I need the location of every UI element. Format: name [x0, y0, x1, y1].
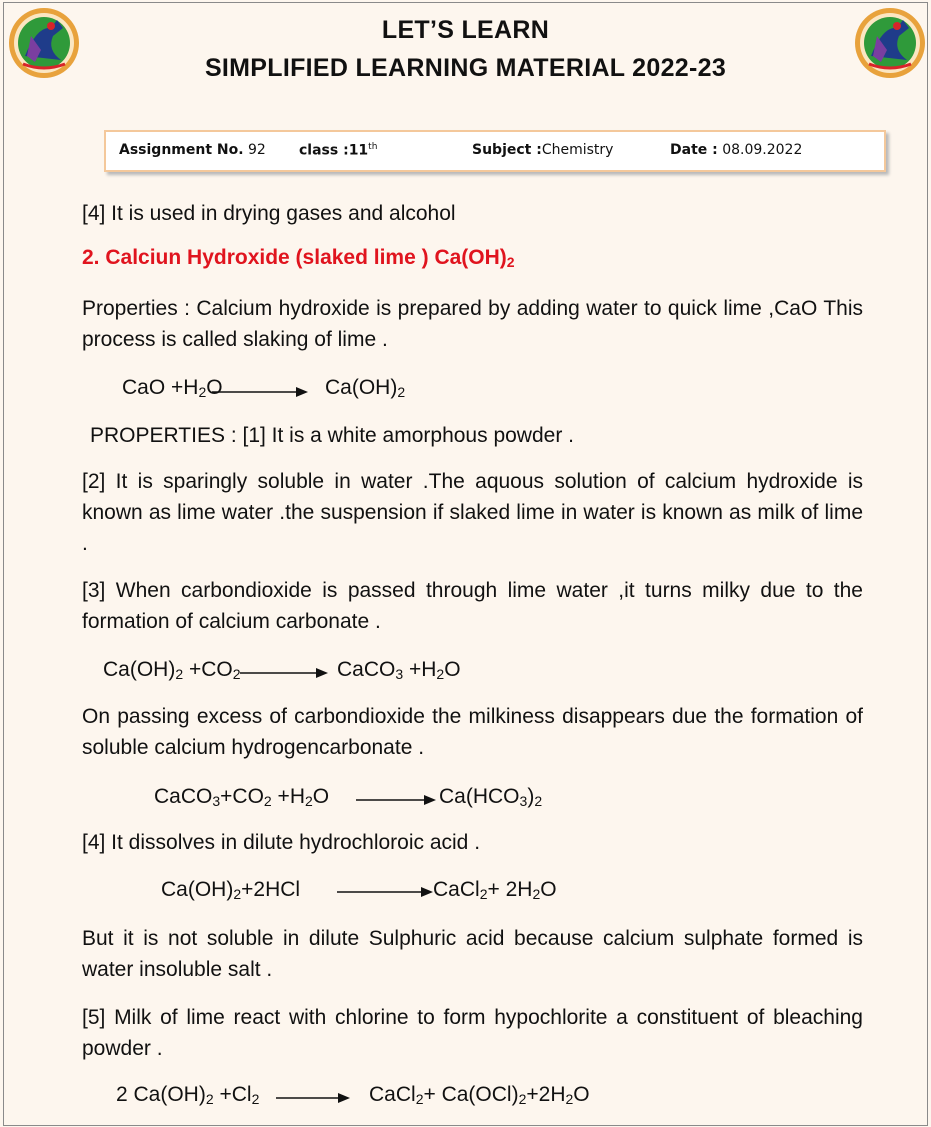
section-heading: 2. Calciun Hydroxide (slaked lime ) $Ca(OH)_2$	[82, 246, 515, 270]
equation-1-right: $Ca(OH)_2$	[325, 376, 406, 400]
property-2-paragraph: [2] It is sparingly soluble in water .The aquous solution of calcium hydroxide is known as lime water .the suspension if slaked lime in water is known as milk of lime .	[82, 470, 863, 555]
excess-co2-paragraph: On passing excess of carbondioxide the milkiness disappears due the formation of soluble calcium hydrogencarbonate .	[82, 705, 863, 759]
reaction-arrow-icon	[276, 1090, 350, 1104]
header-subtitle: SIMPLIFIED LEARNING MATERIAL 2022-23	[204, 54, 727, 82]
property-5-paragraph: [5] Milk of lime react with chlorine to form hypochlorite a constituent of bleaching powder .	[82, 1006, 863, 1060]
equation-4-right: CaCl$_2$+ $2H_2O$	[433, 878, 557, 902]
reaction-arrow-icon	[240, 665, 328, 679]
class-info: class :11th	[299, 142, 378, 159]
equation-5-right: CaCl$_2$+ $Ca(OCl)_2+2H_2O$	[369, 1083, 590, 1107]
equation-2-right: CaCO$_3$ $+H_2O$	[337, 658, 461, 682]
reaction-arrow-icon	[212, 384, 308, 398]
equation-2-left: $Ca(OH)_2 +CO_2$	[103, 658, 241, 682]
assignment-number: Assignment No. 92	[119, 142, 266, 158]
assignment-info-box	[104, 130, 886, 172]
reaction-arrow-icon	[337, 884, 433, 898]
equation-4-left: $Ca(OH)_2+2HCl$	[161, 878, 301, 902]
date-info: Date : 08.09.2022	[670, 142, 803, 158]
drying-line: [4] It is used in drying gases and alcohol	[82, 202, 456, 225]
reaction-arrow-icon	[356, 792, 436, 806]
equation-5-left: 2 $Ca(OH)_2 +Cl_2$	[116, 1083, 260, 1107]
equation-3-right: $Ca(HCO_3)_2$	[439, 785, 543, 809]
preparation-paragraph: Properties : Calcium hydroxide is prepared by adding water to quick lime ,CaO This process is called slaking of lime .	[82, 297, 863, 351]
subject-info: Subject :Chemistry	[472, 142, 614, 158]
sulphuric-acid-paragraph: But it is not soluble in dilute Sulphuric acid because calcium sulphate formed is water insoluble salt .	[82, 927, 863, 981]
property-3-paragraph: [3] When carbondioxide is passed through lime water ,it turns milky due to the formation of calcium carbonate .	[82, 579, 863, 633]
properties-1: PROPERTIES : [1] It is a white amorphous powder .	[90, 424, 574, 447]
property-4-line: [4] It dissolves in dilute hydrochloroic acid .	[82, 831, 481, 854]
equation-1-left: CaO $+H_2O$	[122, 376, 223, 400]
equation-3-left: $CaCO_3+CO_2 +H_2O$	[154, 785, 330, 809]
header-title: LET’S LEARN	[381, 16, 550, 44]
